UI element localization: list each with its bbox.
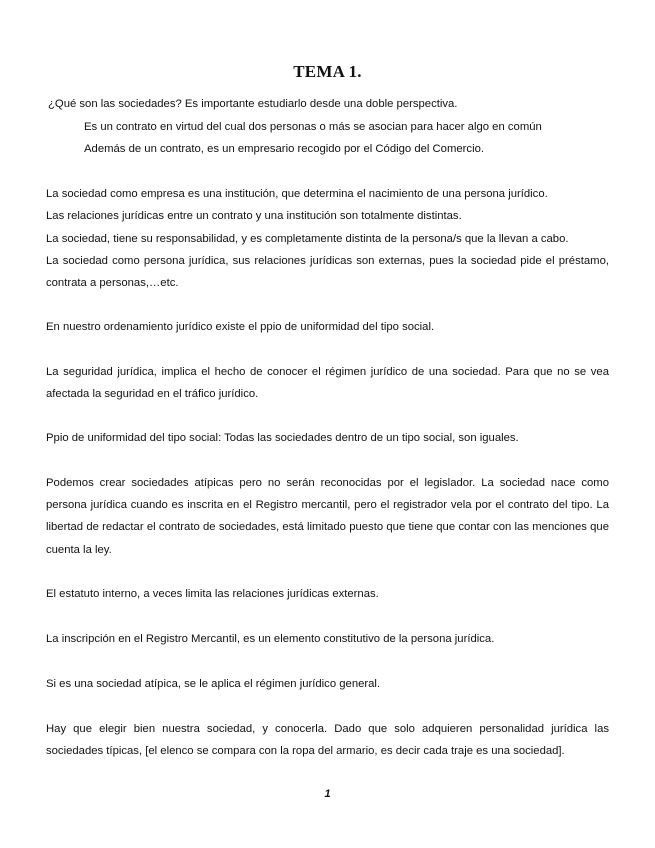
intro-question: ¿Qué son las sociedades? Es importante estudiarlo desde una doble perspectiva. (48, 98, 458, 110)
paragraph-legal-security: La seguridad jurídica, implica el hecho de conocer el régimen jurídico de una sociedad. Para que no se vea afectada la seguridad en el tráfico jurídico. (46, 366, 609, 401)
intro-point-contract: Es un contrato en virtud del cual dos personas o más se asocian para hacer algo en común (84, 121, 542, 133)
paragraph-atypical-societies: Podemos crear sociedades atípicas pero no serán reconocidas por el legislador. La sociedad nace como persona jurídica cuando es inscrita en el Registro mercantil, pero el registrador vela por el contrato del tipo. La libertad de redactar el contrato de sociedades, está limitado puesto que tiene que contar con las menciones que cuenta la ley. (46, 477, 609, 556)
paragraph-choose-society: Hay que elegir bien nuestra sociedad, y conocerla. Dado que solo adquieren personalidad jurídica las sociedades típicas, [el elenco se compara con la ropa del armario, es decir cada traje es una sociedad]. (46, 723, 609, 758)
paragraph-internal-statute: El estatuto interno, a veces limita las relaciones jurídicas externas. (46, 588, 379, 600)
page-number: 1 (324, 788, 331, 800)
page-title: TEMA 1. (293, 62, 362, 81)
block1-line-relations: Las relaciones jurídicas entre un contrato y una institución son totalmente distintas. (46, 210, 462, 222)
block1-line-responsibility: La sociedad, tiene su responsabilidad, y es completamente distinta de la persona/s que la llevan a cabo. (46, 233, 569, 245)
paragraph-registration: La inscripción en el Registro Mercantil, es un elemento constitutivo de la persona jurídica. (46, 633, 495, 645)
intro-point-entrepreneur: Además de un contrato, es un empresario recogido por el Código del Comercio. (84, 143, 485, 155)
paragraph-uniformity-principle: Ppio de uniformidad del tipo social: Todas las sociedades dentro de un tipo social, son iguales. (46, 432, 519, 444)
block1-paragraph-legal-person: La sociedad como persona jurídica, sus relaciones jurídicas son externas, pues la sociedad pide el préstamo, contrata a personas,…etc. (46, 255, 609, 290)
paragraph-uniformity: En nuestro ordenamiento jurídico existe el ppio de uniformidad del tipo social. (46, 321, 435, 333)
paragraph-general-regime: Si es una sociedad atípica, se le aplica el régimen jurídico general. (46, 678, 381, 690)
block1-line-institution: La sociedad como empresa es una institución, que determina el nacimiento de una persona jurídico. (46, 188, 548, 200)
